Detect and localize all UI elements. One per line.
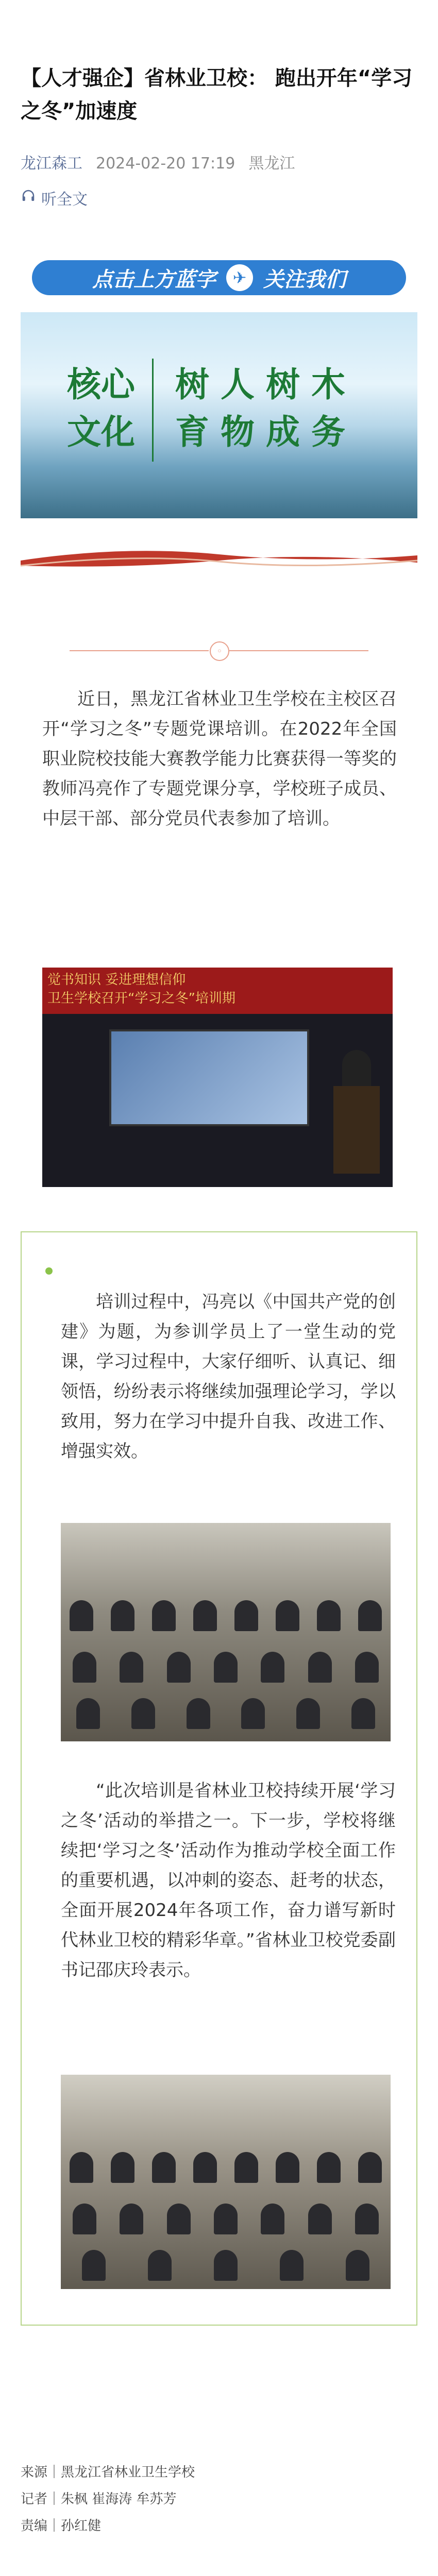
- divider-line-right: [229, 650, 368, 651]
- audience-photo-1: [61, 1523, 391, 1741]
- audience-row: [61, 2152, 391, 2183]
- lecture-photo: [42, 968, 393, 1187]
- publish-location: 黑龙江: [248, 155, 295, 173]
- audience-row: [61, 1652, 391, 1683]
- listen-button[interactable]: [21, 187, 88, 209]
- banner-text-right: 关注我们: [263, 267, 346, 292]
- globe-icon: ✈: [226, 264, 253, 291]
- article-meta: [21, 150, 295, 173]
- paragraph-training: 培训过程中，冯亮以《中国共产党的创建》为题，为参训学员上了一堂生动的党课，学习过程中，大家仔细听、认真记、细领悟，纷纷表示将继续加强理论学习，学以致用，努力在学习中提升自我、改进工作、增强实效。: [61, 1292, 396, 1462]
- speaker: [342, 1050, 371, 1091]
- credit-source: 来源｜黑龙江省林业卫生学校: [21, 2465, 195, 2480]
- article-title: 【人才强企】省林业卫校： 跑出开年“学习之冬”加速度: [21, 66, 413, 123]
- podium: [333, 1086, 380, 1174]
- credit-author: 记者｜朱枫 崔海涛 牟苏芳: [21, 2492, 177, 2507]
- follow-banner[interactable]: [32, 260, 406, 295]
- audience-row: [61, 2250, 391, 2281]
- banner-text-left: 点击上方蓝字: [92, 267, 216, 292]
- stage-banner-text: 觉书知识 妥进理想信仰 卫生学校召开“学习之冬”培训期: [47, 972, 235, 1006]
- audience-row: [61, 1698, 391, 1729]
- bullet-dot-icon: [45, 1267, 53, 1275]
- headphones-icon: [21, 188, 36, 208]
- listen-label: 听全文: [41, 191, 88, 209]
- audience-row: [61, 2204, 391, 2234]
- projection-screen: [109, 1029, 309, 1126]
- audience-photo-2: [61, 2075, 391, 2289]
- audience-row: [61, 1600, 391, 1631]
- credit-editor: 责编｜孙红健: [21, 2518, 102, 2534]
- account-link[interactable]: 龙江森工: [21, 155, 82, 173]
- paragraph-quote: “此次培训是省林业卫校持续开展‘学习之冬’活动的举措之一。下一步，学校将继续把‘学习之冬’活动作为推动学校全面工作的重要机遇，以冲刺的姿态、赶考的状态，全面开展2024年各项工作，奋力谱写新时代林业卫校的精彩华章。”省林业卫校党委副书记邵庆玲表示。: [61, 1781, 396, 1980]
- divider-ornament-icon: ◦: [210, 641, 229, 661]
- hero-divider: [152, 359, 154, 462]
- paragraph-intro: 近日，黑龙江省林业卫生学校在主校区召开“学习之冬”专题党课培训。在2022年全国职业院校技能大赛教学能力比赛获得一等奖的教师冯亮作了专题党课分享，学校班子成员、中层干部、部分党员代表参加了培训。: [42, 689, 397, 829]
- divider-line-left: [70, 650, 209, 651]
- hero-text-left: 核心 文化: [67, 365, 135, 452]
- decorative-wave: [21, 545, 417, 571]
- hero-image: [21, 312, 417, 518]
- hero-text-right: 树人树木 育物成务: [175, 365, 357, 452]
- publish-date: 2024-02-20 17:19: [96, 155, 235, 173]
